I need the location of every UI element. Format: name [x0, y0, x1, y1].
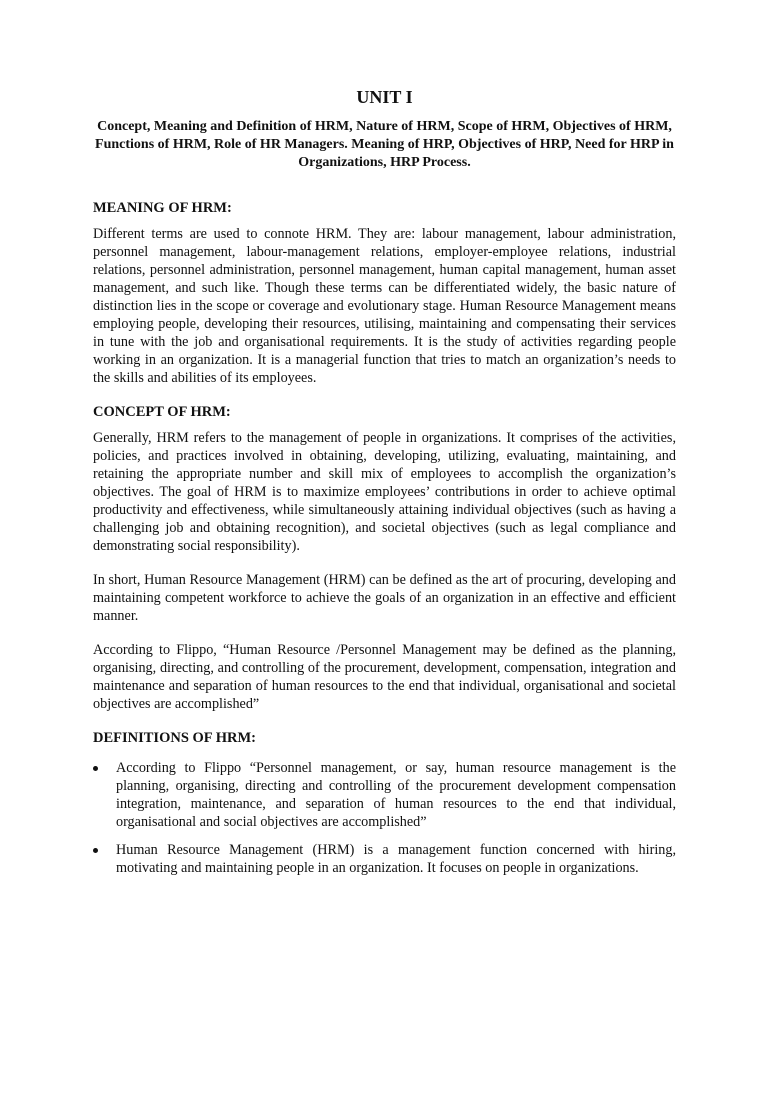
document-page	[0, 86, 768, 1110]
definitions-list	[93, 759, 676, 877]
flippo-quote: According to Flippo, “Human Resource /Personnel Management may be defined as the planning, organising, directing, and controlling of the procurement, development, compensation, integration and maintenance and separation of human resources to the end that individual, organisational and societal objectives are accomplished”	[93, 642, 676, 712]
bullet-icon	[93, 766, 98, 771]
list-item	[93, 841, 676, 877]
unit-topics: Concept, Meaning and Definition of HRM, Nature of HRM, Scope of HRM, Objectives of HRM, Functions of HRM, Role of HR Managers. Meaning of HRP, Objectives of HRP, Need for HRP in Organizations, HRP Process.	[95, 119, 674, 170]
definitions-heading: DEFINITIONS OF HRM:	[93, 730, 256, 746]
definition-text: Human Resource Management (HRM) is a management function concerned with hiring, motivating and maintaining people in an organization. It focuses on people in organizations.	[116, 842, 676, 876]
meaning-heading: MEANING OF HRM:	[93, 200, 232, 216]
bullet-icon	[93, 848, 98, 853]
concept-paragraph: Generally, HRM refers to the management of people in organizations. It comprises of the activities, policies, and practices involved in obtaining, developing, utilizing, evaluating, maintaining, and retaining the appropriate number and skill mix of employees to accomplish the organization’s objectives. The goal of HRM is to maximize employees’ contributions in order to achieve optimal productivity and effectiveness, while simultaneously attaining individual objectives (such as having a challenging job and obtaining recognition), and societal objectives (such as legal compliance and demonstrating social responsibility).	[93, 430, 676, 554]
unit-title: UNIT I	[356, 87, 413, 107]
concept-short-definition: In short, Human Resource Management (HRM) can be defined as the art of procuring, developing and maintaining competent workforce to achieve the goals of an organization in an effective and efficient manner.	[93, 572, 676, 624]
list-item	[93, 759, 676, 831]
meaning-paragraph: Different terms are used to connote HRM. They are: labour management, labour administration, personnel management, labour-management relations, employer-employee relations, industrial relations, personnel administration, personnel management, human capital management, human asset management, and such like. Though these terms can be differentiated widely, the basic nature of distinction lies in the scope or coverage and evolutionary stage. Human Resource Management means employing people, developing their resources, utilising, maintaining and compensating their services in tune with the job and organisational requirements. It is the study of activities regarding people working in an organization. It is a managerial function that tries to match an organization’s needs to the skills and abilities of its employees.	[93, 226, 676, 386]
concept-heading: CONCEPT OF HRM:	[93, 404, 231, 420]
definition-text: According to Flippo “Personnel management, or say, human resource management is the planning, organising, directing and controlling of the procurement development compensation integration, maintenance, and separation of human resources to the end that individual, organisational and social objectives are accomplished”	[116, 760, 676, 830]
